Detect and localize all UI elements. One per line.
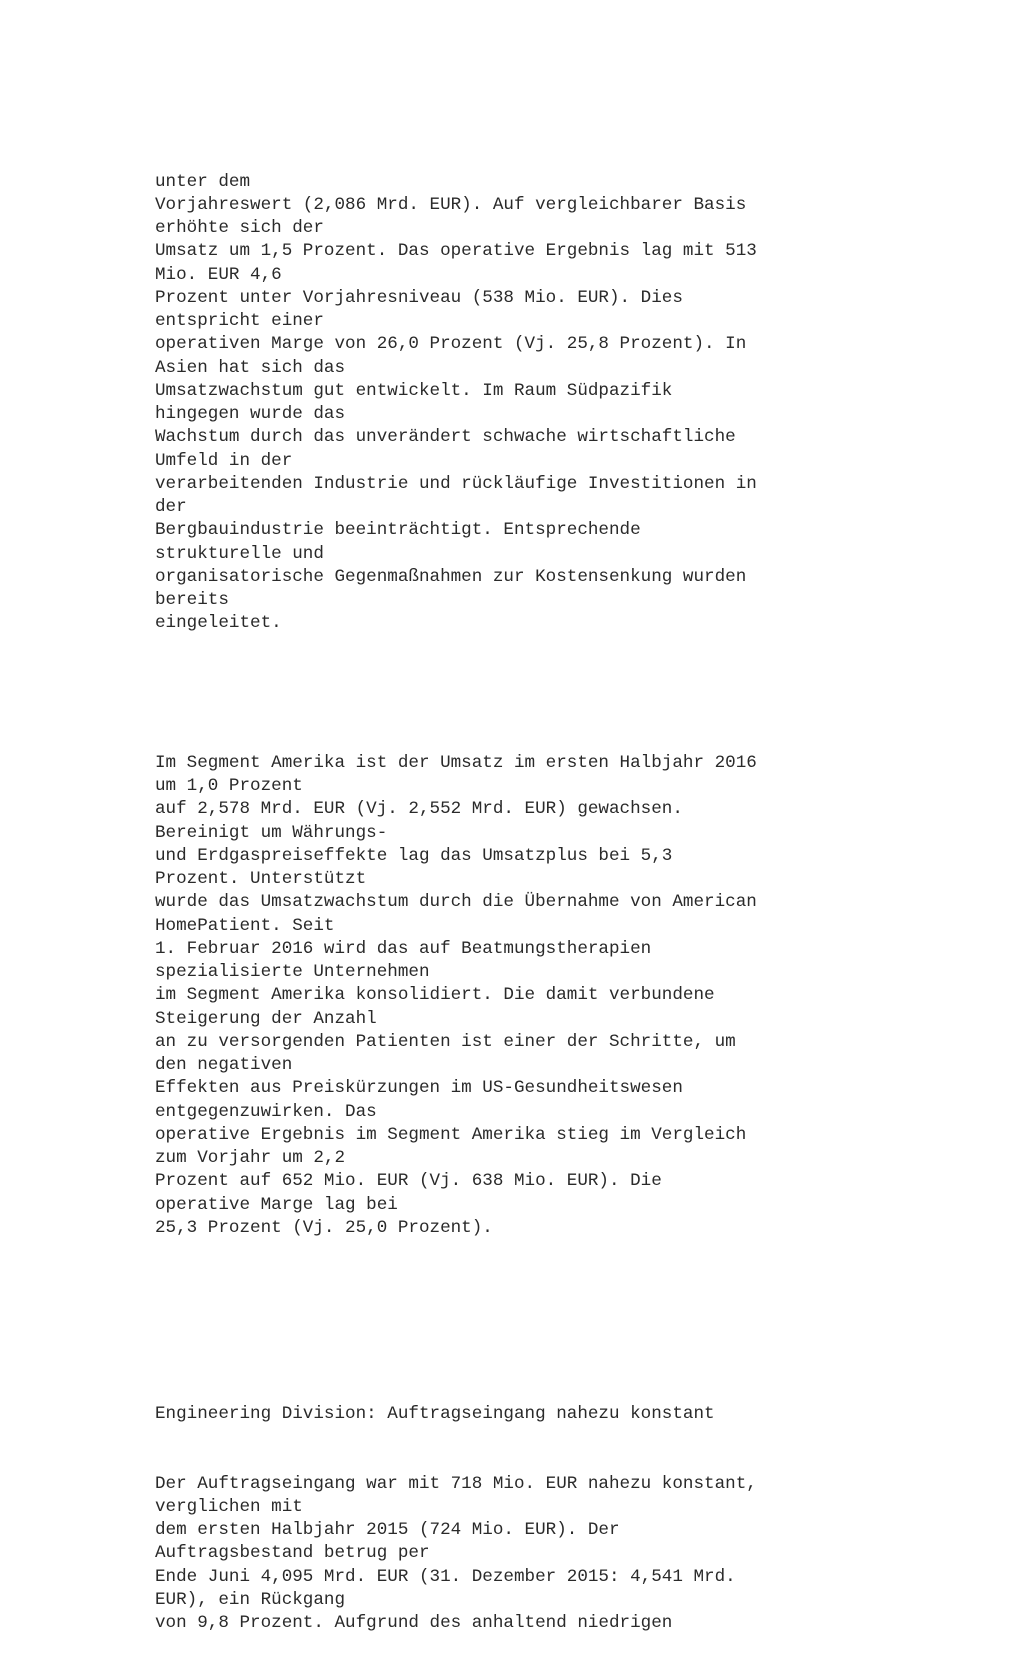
text-line: Umsatzwachstum gut entwickelt. Im Raum Südpazifik — [155, 380, 673, 401]
text-line: Umsatz um 1,5 Prozent. Das operative Ergebnis lag mit 513 — [155, 241, 757, 262]
text-line: wurde das Umsatzwachstum durch die Übernahme von American — [155, 892, 757, 913]
text-line: der — [155, 497, 187, 517]
paragraph-americas — [155, 752, 915, 1240]
text-line: Steigerung der Anzahl — [155, 1008, 377, 1029]
text-line: Prozent. Unterstützt — [155, 869, 367, 889]
text-line: Bereinigt um Währungs- — [155, 822, 388, 843]
text-line: an zu versorgenden Patienten ist einer der Schritte, um — [155, 1031, 736, 1052]
text-line: Asien hat sich das — [155, 357, 346, 378]
text-line: 1. Februar 2016 wird das auf Beatmungstherapien — [155, 938, 652, 959]
document-page — [155, 124, 915, 1659]
text-line: Prozent auf 652 Mio. EUR (Vj. 638 Mio. EUR). Die — [155, 1171, 662, 1192]
text-line: Auftragsbestand betrug per — [155, 1543, 430, 1564]
text-line: den negativen — [155, 1055, 293, 1075]
text-line: EUR), ein Rückgang — [155, 1589, 346, 1610]
text-line: verarbeitenden Industrie und rückläufige Investitionen in — [155, 473, 757, 494]
text-line: entgegenzuwirken. Das — [155, 1101, 377, 1122]
text-line: zum Vorjahr um 2,2 — [155, 1148, 346, 1168]
text-line: bereits — [155, 590, 229, 610]
text-line: organisatorische Gegenmaßnahmen zur Kostensenkung wurden — [155, 566, 747, 587]
text-line: Mio. EUR 4,6 — [155, 264, 282, 285]
text-line: Vorjahreswert (2,086 Mrd. EUR). Auf vergleichbarer Basis — [155, 194, 747, 215]
text-line: Der Auftragseingang war mit 718 Mio. EUR nahezu konstant, — [155, 1473, 757, 1494]
text-line: auf 2,578 Mrd. EUR (Vj. 2,552 Mrd. EUR) gewachsen. — [155, 799, 683, 820]
text-line: spezialisierte Unternehmen — [155, 962, 430, 982]
text-line: operative Marge lag bei — [155, 1194, 398, 1215]
text-line: dem ersten Halbjahr 2015 (724 Mio. EUR). Der — [155, 1520, 620, 1540]
text-line: Umfeld in der — [155, 450, 293, 471]
text-line: strukturelle und — [155, 543, 324, 564]
text-line: im Segment Amerika konsolidiert. Die damit verbundene — [155, 985, 715, 1006]
paragraph-spacer — [155, 682, 915, 705]
text-line: eingeleitet. — [155, 613, 282, 634]
text-line: Im Segment Amerika ist der Umsatz im ersten Halbjahr 2016 — [155, 752, 757, 773]
text-line: Effekten aus Preiskürzungen im US-Gesundheitswesen — [155, 1078, 683, 1099]
text-line: 25,3 Prozent (Vj. 25,0 Prozent). — [155, 1217, 493, 1238]
text-line: unter dem — [155, 171, 251, 192]
text-line: operative Ergebnis im Segment Amerika stieg im Vergleich — [155, 1124, 747, 1145]
text-line: operativen Marge von 26,0 Prozent (Vj. 25,8 Prozent). In — [155, 334, 747, 355]
paragraph-spacer — [155, 1287, 915, 1310]
paragraph-asia-pacific — [155, 171, 915, 636]
text-line: hingegen wurde das — [155, 404, 346, 424]
text-line: erhöhte sich der — [155, 218, 324, 238]
section-heading: Engineering Division: Auftragseingang nahezu konstant — [155, 1403, 715, 1424]
text-line: um 1,0 Prozent — [155, 776, 303, 796]
paragraph-engineering — [155, 1356, 915, 1635]
text-line: verglichen mit — [155, 1496, 303, 1517]
text-line: Prozent unter Vorjahresniveau (538 Mio. EUR). Dies — [155, 287, 683, 308]
text-line: HomePatient. Seit — [155, 915, 335, 936]
text-line: Bergbauindustrie beeinträchtigt. Entsprechende — [155, 520, 641, 541]
text-line: Wachstum durch das unverändert schwache wirtschaftliche — [155, 427, 736, 448]
text-line: und Erdgaspreiseffekte lag das Umsatzplus bei 5,3 — [155, 845, 673, 866]
text-line: entspricht einer — [155, 311, 324, 331]
text-line: von 9,8 Prozent. Aufgrund des anhaltend niedrigen — [155, 1613, 673, 1633]
text-line: Ende Juni 4,095 Mrd. EUR (31. Dezember 2015: 4,541 Mrd. — [155, 1566, 736, 1587]
